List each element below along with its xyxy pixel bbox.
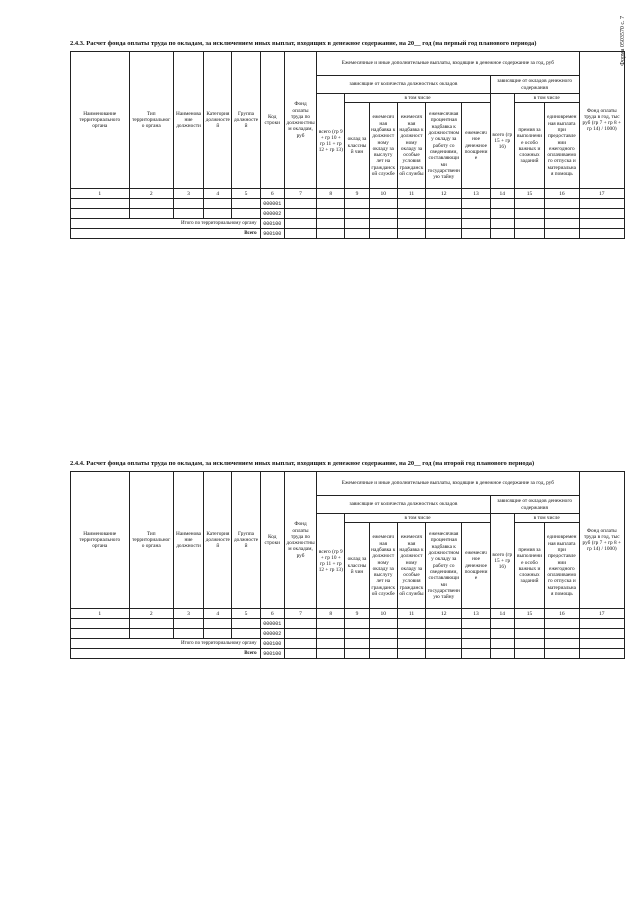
cell[interactable] [129,629,173,639]
cell[interactable] [397,649,425,659]
cell[interactable] [426,649,462,659]
cell[interactable] [204,619,232,629]
cell[interactable] [490,209,514,219]
total-label: Итого по территориальному органу [71,639,261,649]
cell[interactable] [284,619,316,629]
cell[interactable] [317,209,345,219]
header-incl2: в том числе [514,94,579,103]
cell[interactable] [284,229,316,239]
cell[interactable] [284,199,316,209]
cell[interactable] [345,619,369,629]
col-number: 6 [260,609,284,619]
cell[interactable] [514,619,544,629]
col-number: 17 [579,609,624,619]
cell[interactable] [545,199,579,209]
cell[interactable] [579,649,624,659]
col-number: 7 [284,189,316,199]
cell[interactable] [317,219,345,229]
col-number: 11 [397,189,425,199]
row-code: 000001 [260,199,284,209]
cell[interactable] [71,629,130,639]
header-col15: премия за выполнение особо важных и сложных заданий [514,523,544,609]
cell[interactable] [397,219,425,229]
section-title: 2.4.3. Расчет фонда оплаты труда по окладам, за исключением иных выплат, входящих в денежное содержание, на 20__ год (на первый год планового периода) [70,40,537,47]
header-col14: всего (гр 15 + гр 16) [490,94,514,189]
cell[interactable] [462,229,490,239]
header-group-main: Ежемесячные и иные дополнительные выплаты, входящие в денежное содержание за год, руб [317,472,579,496]
header-col2: Тип территориального органа [129,472,173,609]
cell[interactable] [317,619,345,629]
row-code: 900100 [260,229,284,239]
cell[interactable] [317,229,345,239]
cell[interactable] [545,639,579,649]
cell[interactable] [490,219,514,229]
row-code: 000002 [260,209,284,219]
table-row [71,629,625,639]
header-col17: Фонд оплаты труда в год, тыс руб (гр 7 + гр 8 + гр 14) / 1000) [579,472,624,609]
cell[interactable] [232,619,260,629]
cell[interactable] [514,649,544,659]
header-col8: всего (гр 9 + гр 10 + гр 11 + гр 12 + гр 13) [317,514,345,609]
row-code: 000100 [260,639,284,649]
cell[interactable] [490,639,514,649]
col-number: 2 [129,609,173,619]
header-col13: ежемесячное денежное поощрение [462,103,490,189]
table-row [71,199,625,209]
cell[interactable] [579,629,624,639]
header-col10: ежемесячная надбавка к должностному окладу за выслугу лет на гражданской службе [369,523,397,609]
grand-total-label: Всего [71,229,261,239]
header-col9: оклад за классный чин [345,103,369,189]
header-group-dep2: зависящие от окладов денежного содержания [490,496,579,514]
header-group-dep: зависящие от количества должностных окладов [317,76,491,94]
col-number: 15 [514,189,544,199]
row-code: 000100 [260,219,284,229]
cell[interactable] [514,639,544,649]
cell[interactable] [514,229,544,239]
col-number: 2 [129,189,173,199]
col-number: 10 [369,189,397,199]
cell[interactable] [345,639,369,649]
header-incl: в том числе [345,514,490,523]
header-col6: Код строки [260,52,284,189]
header-col7: Фонд оплаты труда по должностным окладам, руб [284,52,316,189]
col-number: 1 [71,609,130,619]
col-number: 12 [426,609,462,619]
cell[interactable] [514,219,544,229]
col-number: 14 [490,609,514,619]
cell[interactable] [545,219,579,229]
cell[interactable] [345,219,369,229]
col-number: 11 [397,609,425,619]
cell[interactable] [345,629,369,639]
cell[interactable] [204,629,232,639]
header-incl: в том числе [345,94,490,103]
grand-total-row [71,229,625,239]
cell[interactable] [426,229,462,239]
cell[interactable] [462,209,490,219]
cell[interactable] [579,199,624,209]
cell[interactable] [397,209,425,219]
cell[interactable] [579,639,624,649]
cell[interactable] [397,639,425,649]
header-col4: Категория должностей [204,472,232,609]
cell[interactable] [426,629,462,639]
header-group-main: Ежемесячные и иные дополнительные выплаты, входящие в денежное содержание за год, руб [317,52,579,76]
col-number: 8 [317,609,345,619]
header-col16: единовременная выплата при предоставлении ежегодного оплачиваемого отпуска и материальная помощь [545,523,579,609]
col-number: 6 [260,189,284,199]
header-col16: единовременная выплата при предоставлении ежегодного оплачиваемого отпуска и материальная помощь [545,103,579,189]
cell[interactable] [173,199,203,209]
col-number: 13 [462,189,490,199]
cell[interactable] [545,209,579,219]
col-number: 9 [345,609,369,619]
cell[interactable] [545,619,579,629]
col-number: 7 [284,609,316,619]
cell[interactable] [514,629,544,639]
cell[interactable] [490,619,514,629]
section-title: 2.4.4. Расчет фонда оплаты труда по окладам, за исключением иных выплат, входящих в денежное содержание, на 20__ год (на второй год планового периода) [70,460,535,467]
col-number: 4 [204,189,232,199]
col-number: 8 [317,189,345,199]
header-col7: Фонд оплаты труда по должностным окладам, руб [284,472,316,609]
row-code: 000001 [260,619,284,629]
cell[interactable] [397,199,425,209]
col-number: 16 [545,189,579,199]
header-col11: ежемесячная надбавка к должностному окладу за особые условия гражданской службы [397,523,425,609]
cell[interactable] [345,199,369,209]
cell[interactable] [545,629,579,639]
cell[interactable] [345,229,369,239]
cell[interactable] [462,199,490,209]
header-col13: ежемесячное денежное поощрение [462,523,490,609]
cell[interactable] [284,639,316,649]
cell[interactable] [462,629,490,639]
row-code: 900100 [260,649,284,659]
header-col8: всего (гр 9 + гр 10 + гр 11 + гр 12 + гр 13) [317,94,345,189]
cell[interactable] [232,629,260,639]
cell[interactable] [490,629,514,639]
col-number: 12 [426,189,462,199]
cell[interactable] [284,219,316,229]
header-col15: премия за выполнение особо важных и сложных заданий [514,103,544,189]
col-number: 17 [579,189,624,199]
cell[interactable] [317,639,345,649]
cell[interactable] [462,649,490,659]
cell[interactable] [204,209,232,219]
cell[interactable] [369,229,397,239]
table-row [71,619,625,629]
cell[interactable] [462,639,490,649]
cell[interactable] [426,209,462,219]
header-col6: Код строки [260,472,284,609]
cell[interactable] [345,649,369,659]
cell[interactable] [129,199,173,209]
cell[interactable] [173,209,203,219]
cell[interactable] [514,199,544,209]
col-number: 10 [369,609,397,619]
grand-total-row [71,649,625,659]
total-row [71,639,625,649]
cell[interactable] [317,199,345,209]
header-col12: ежемесячная процентная надбавка к должностному окладу за работу со сведениями, составляющими государственную тайну [426,103,462,189]
header-col10: ежемесячная надбавка к должностному окладу за выслугу лет на гражданской службе [369,103,397,189]
header-col4: Категория должностей [204,52,232,189]
cell[interactable] [369,209,397,219]
cell[interactable] [284,629,316,639]
cell[interactable] [369,219,397,229]
header-col9: оклад за классный чин [345,523,369,609]
cell[interactable] [317,629,345,639]
cell[interactable] [579,219,624,229]
cell[interactable] [579,229,624,239]
col-number: 14 [490,189,514,199]
cell[interactable] [317,649,345,659]
header-col12: ежемесячная процентная надбавка к должностному окладу за работу со сведениями, составляющими государственную тайну [426,523,462,609]
cell[interactable] [369,629,397,639]
header-col1: Наименование территориального органа [71,472,130,609]
header-col5: Группа должностей [232,472,260,609]
col-number: 3 [173,609,203,619]
cell[interactable] [426,639,462,649]
cell[interactable] [397,229,425,239]
cell[interactable] [462,219,490,229]
cell[interactable] [579,209,624,219]
payroll-table [70,471,625,659]
cell[interactable] [579,619,624,629]
col-number: 1 [71,189,130,199]
cell[interactable] [284,209,316,219]
header-col2: Тип территориального органа [129,52,173,189]
cell[interactable] [462,619,490,629]
header-col3: Наименование должности [173,52,203,189]
header-col5: Группа должностей [232,52,260,189]
col-number: 5 [232,609,260,619]
cell[interactable] [369,649,397,659]
header-col1: Наименование территориального органа [71,52,130,189]
col-number: 9 [345,189,369,199]
total-row [71,219,625,229]
table-row [71,209,625,219]
col-number: 4 [204,609,232,619]
cell[interactable] [545,649,579,659]
header-incl2: в том числе [514,514,579,523]
cell[interactable] [173,619,203,629]
grand-total-label: Всего [71,649,261,659]
cell[interactable] [369,199,397,209]
total-label: Итого по территориальному органу [71,219,261,229]
col-number: 16 [545,609,579,619]
payroll-table [70,51,625,239]
cell[interactable] [232,209,260,219]
header-col17: Фонд оплаты труда в год, тыс руб (гр 7 + гр 8 + гр 14) / 1000) [579,52,624,189]
header-col3: Наименование должности [173,472,203,609]
row-code: 000002 [260,629,284,639]
cell[interactable] [173,629,203,639]
cell[interactable] [71,209,130,219]
cell[interactable] [369,639,397,649]
header-group-dep2: зависящие от окладов денежного содержания [490,76,579,94]
header-group-dep: зависящие от количества должностных окладов [317,496,491,514]
cell[interactable] [426,219,462,229]
cell[interactable] [490,229,514,239]
form-reference: Форма 0503570 с. 7 [620,16,626,66]
cell[interactable] [369,619,397,629]
section-2-4-4 [70,460,625,659]
col-number: 13 [462,609,490,619]
cell[interactable] [426,619,462,629]
cell[interactable] [545,229,579,239]
cell[interactable] [397,619,425,629]
col-number: 3 [173,189,203,199]
cell[interactable] [232,199,260,209]
cell[interactable] [490,199,514,209]
cell[interactable] [426,199,462,209]
column-numbers-row [71,189,625,199]
column-numbers-row [71,609,625,619]
cell[interactable] [204,199,232,209]
cell[interactable] [514,209,544,219]
col-number: 5 [232,189,260,199]
cell[interactable] [129,619,173,629]
section-2-4-3 [70,40,625,239]
cell[interactable] [284,649,316,659]
header-col14: всего (гр 15 + гр 16) [490,514,514,609]
cell[interactable] [71,619,130,629]
cell[interactable] [490,649,514,659]
cell[interactable] [71,199,130,209]
cell[interactable] [129,209,173,219]
cell[interactable] [345,209,369,219]
header-col11: ежемесячная надбавка к должностному окладу за особые условия гражданской службы [397,103,425,189]
cell[interactable] [397,629,425,639]
col-number: 15 [514,609,544,619]
